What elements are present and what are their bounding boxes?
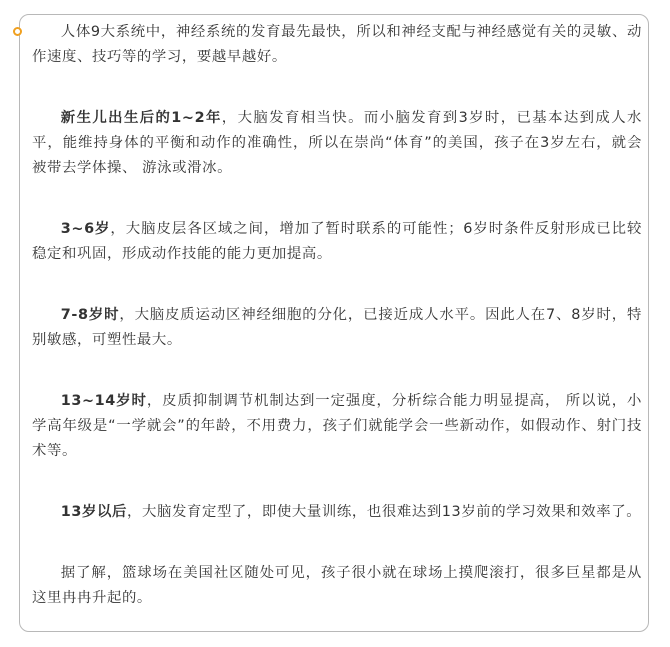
paragraph-age-7-8 [32, 303, 642, 353]
paragraph-intro [32, 20, 642, 70]
paragraph-newborn [32, 106, 642, 181]
paragraph-text: ，大脑发育相当快。而小脑发育到3岁时，已基本达到成人水平，能维持身体的平衡和动作的准确性，所以在崇尚“体育”的美国，孩子在3岁左右，就会被带去学体操、 游泳或滑冰。 [32, 110, 643, 176]
paragraph-basketball [32, 561, 642, 611]
article-body [32, 20, 642, 647]
paragraph-after-13 [32, 500, 642, 525]
paragraph-lead: 13岁以后 [60, 504, 127, 520]
paragraph-text: ，大脑发育定型了，即使大量训练，也很难达到13岁前的学习效果和效率了。 [127, 504, 642, 520]
paragraph-text: 人体9大系统中，神经系统的发育最先最快，所以和神经支配与神经感觉有关的灵敏、动作速度、技巧等的学习，要越早越好。 [32, 24, 642, 65]
paragraph-text: ，大脑皮质运动区神经细胞的分化，已接近成人水平。因此人在7、8岁时，特别敏感，可塑性最大。 [32, 307, 642, 348]
paragraph-text: ，大脑皮层各区域之间，增加了暂时联系的可能性；6岁时条件反射形成已比较稳定和巩固，形成动作技能的能力更加提高。 [32, 221, 643, 262]
corner-ring-icon [13, 27, 22, 36]
paragraph-text: ，皮质抑制调节机制达到一定强度，分析综合能力明显提高， 所以说，小学高年级是“一学就会”的年龄，不用费力，孩子们就能学会一些新动作，如假动作、射门技术等。 [32, 393, 642, 459]
paragraph-age-3-6 [32, 217, 642, 267]
paragraph-lead: 7-8岁时 [60, 307, 120, 323]
paragraph-age-13-14 [32, 389, 642, 464]
paragraph-lead: 13~14岁时 [60, 393, 147, 409]
paragraph-text: 据了解，篮球场在美国社区随处可见，孩子很小就在球场上摸爬滚打，很多巨星都是从这里冉冉升起的。 [32, 565, 642, 606]
paragraph-lead: 3~6岁 [60, 221, 111, 237]
paragraph-lead: 新生儿出生后的1~2年 [60, 110, 222, 126]
